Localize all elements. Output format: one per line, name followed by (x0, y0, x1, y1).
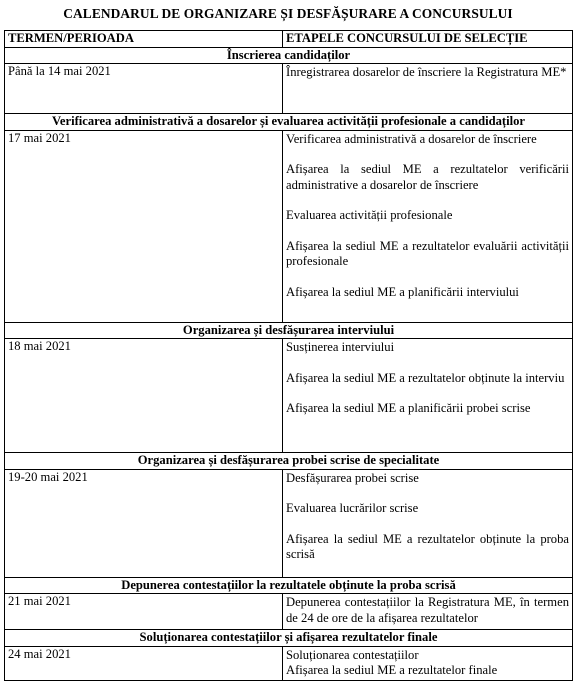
stage-item: Afișarea la sediul ME a rezultatelor obținute la interviu (286, 370, 565, 385)
section-heading-row (5, 114, 573, 131)
term-cell: 18 mai 2021 (5, 339, 283, 453)
section-heading: Depunerea contestațiilor la rezultatele obținute la proba scrisă (5, 577, 573, 594)
term-cell: 21 mai 2021 (5, 594, 283, 630)
section-heading: Organizarea și desfășurarea probei scrise de specialitate (5, 453, 573, 470)
stage-item: Afișarea la sediul ME a planificării interviului (286, 284, 519, 299)
table-row (5, 130, 573, 322)
table-header-row (5, 31, 573, 48)
term-cell: 24 mai 2021 (5, 646, 283, 680)
term-cell: Până la 14 mai 2021 (5, 64, 283, 114)
stage-item: Înregistrarea dosarelor de înscriere la Registratura ME* (286, 65, 567, 79)
section-heading: Înscrierea candidaților (5, 47, 573, 64)
stages-cell (283, 646, 573, 680)
calendar-table (4, 30, 573, 681)
stage-item: Depunerea contestațiilor la Registratura ME, în termen de 24 de ore de la afișarea rezultatelor (286, 595, 569, 625)
stage-item: Afișarea la sediul ME a rezultatelor obținute la proba scrisă (286, 531, 569, 561)
stage-item: Afișarea la sediul ME a rezultatelor verificării administrative a dosarelor de înscriere (286, 162, 569, 192)
section-heading-row (5, 47, 573, 64)
stage-item: Evaluarea activității profesionale (286, 208, 453, 222)
section-heading-row (5, 630, 573, 647)
page-title: CALENDARUL DE ORGANIZARE ȘI DESFĂȘURARE A CONCURSULUI (63, 6, 513, 21)
stage-item: Soluționarea contestațiilor (286, 647, 419, 662)
stages-cell (283, 130, 573, 322)
term-cell: 19-20 mai 2021 (5, 469, 283, 577)
stage-item: Afișarea la sediul ME a rezultatelor finale (286, 663, 498, 677)
header-term: TERMEN/PERIOADA (5, 31, 283, 48)
stages-cell (283, 339, 573, 453)
stages-cell (283, 64, 573, 114)
table-row (5, 339, 573, 453)
table-row (5, 469, 573, 577)
stages-cell (283, 594, 573, 630)
section-heading: Verificarea administrativă a dosarelor și evaluarea activității profesionale a candidaților (5, 114, 573, 131)
stage-item: Evaluarea lucrărilor scrise (286, 501, 419, 515)
stage-item: Afișarea la sediul ME a planificării probei scrise (286, 401, 531, 415)
stages-cell (283, 469, 573, 577)
stage-item: Susținerea interviului (286, 340, 395, 354)
stage-item: Desfășurarea probei scrise (286, 470, 419, 485)
section-heading-row (5, 577, 573, 594)
section-heading: Organizarea și desfășurarea interviului (5, 322, 573, 339)
header-stages: ETAPELE CONCURSULUI DE SELECȚIE (283, 31, 573, 48)
table-row (5, 646, 573, 680)
term-cell: 17 mai 2021 (5, 130, 283, 322)
table-row (5, 594, 573, 630)
section-heading: Soluționarea contestațiilor și afișarea rezultatelor finale (5, 630, 573, 647)
section-heading-row (5, 322, 573, 339)
section-heading-row (5, 453, 573, 470)
stage-item: Afișarea la sediul ME a rezultatelor evaluării activității profesionale (286, 238, 569, 268)
stage-item: Verificarea administrativă a dosarelor de înscriere (286, 131, 537, 146)
table-row (5, 64, 573, 114)
